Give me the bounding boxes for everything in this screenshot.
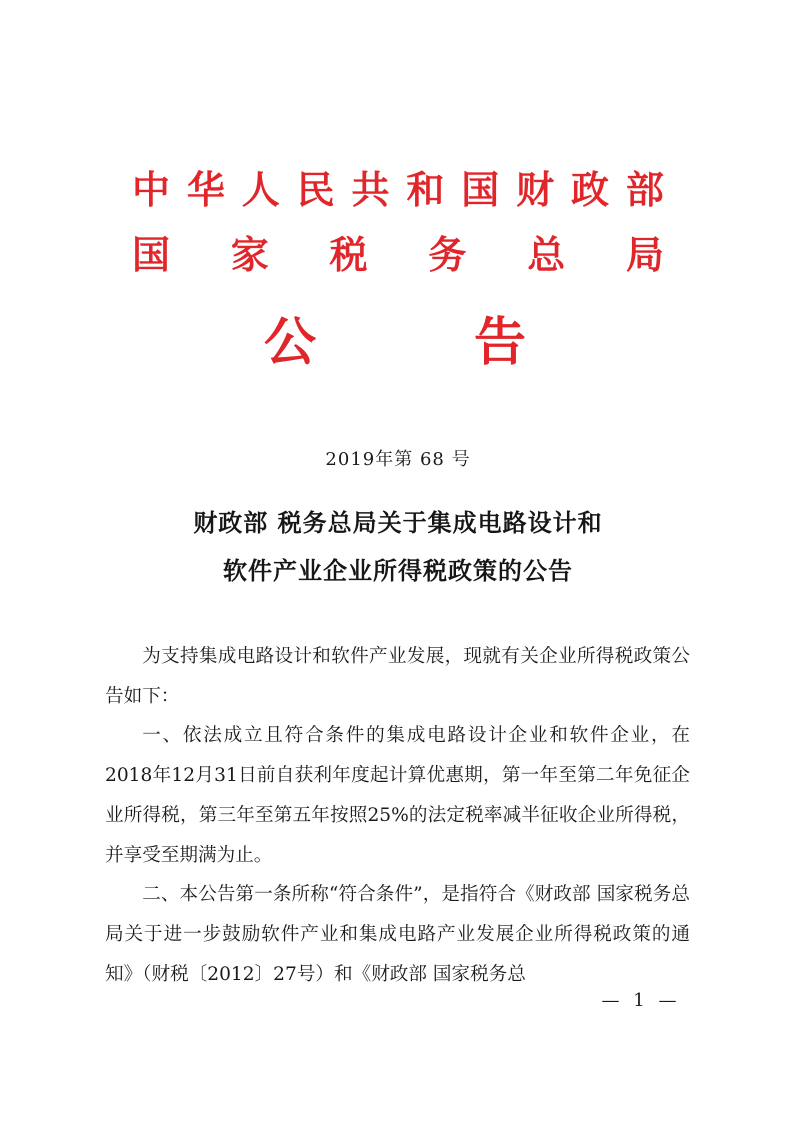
issuer-char: 和 <box>406 167 445 212</box>
issuer-line-ministry-of-finance <box>132 167 664 213</box>
document-title-line-2: 软件产业企业所得税政策的公告 <box>223 557 573 585</box>
issuer-char: 国 <box>132 232 171 277</box>
issuer-char: 局 <box>625 232 664 277</box>
issuer-char: 财 <box>516 167 555 212</box>
issuer-char: 华 <box>186 167 225 212</box>
doc-type-char: 公 <box>264 312 317 373</box>
doc-type-char: 告 <box>473 312 526 373</box>
body-paragraph-intro: 为支持集成电路设计和软件产业发展，现就有关企业所得税政策公告如下： <box>105 646 690 707</box>
document-type-heading <box>264 313 526 373</box>
issuer-char: 民 <box>296 167 335 212</box>
document-title-line-1: 财政部 税务总局关于集成电路设计和 <box>193 509 603 537</box>
issuer-char: 政 <box>571 167 610 212</box>
issuer-char: 共 <box>351 167 390 212</box>
document-body <box>105 637 690 994</box>
body-paragraph-article-2: 二、本公告第一条所称“符合条件”，是指符合《财政部 国家税务总局关于进一步鼓励软件产业和集成电路产业发展企业所得税政策的通知》（财税〔2012〕27号）和《财政部 国家税务总 <box>105 884 690 985</box>
issuer-char: 中 <box>132 167 171 212</box>
issuer-char: 国 <box>461 167 500 212</box>
document-number: 2019年第 68 号 <box>325 449 471 470</box>
body-paragraph-article-1: 一、依法成立且符合条件的集成电路设计企业和软件企业，在2018年12月31日前自获利年度起计算优惠期，第一年至第二年免征企业所得税，第三年至第五年按照25%的法定税率减半征收企业所得税，并享受至期满为止。 <box>105 725 690 866</box>
page-number: — 1 — <box>601 990 681 1011</box>
issuer-line-state-taxation-administration <box>132 232 664 278</box>
issuer-char: 税 <box>329 232 368 277</box>
issuer-char: 家 <box>230 232 269 277</box>
issuer-char: 务 <box>428 232 467 277</box>
issuer-char: 部 <box>625 167 664 212</box>
issuer-char: 总 <box>527 232 566 277</box>
issuer-char: 人 <box>241 167 280 212</box>
